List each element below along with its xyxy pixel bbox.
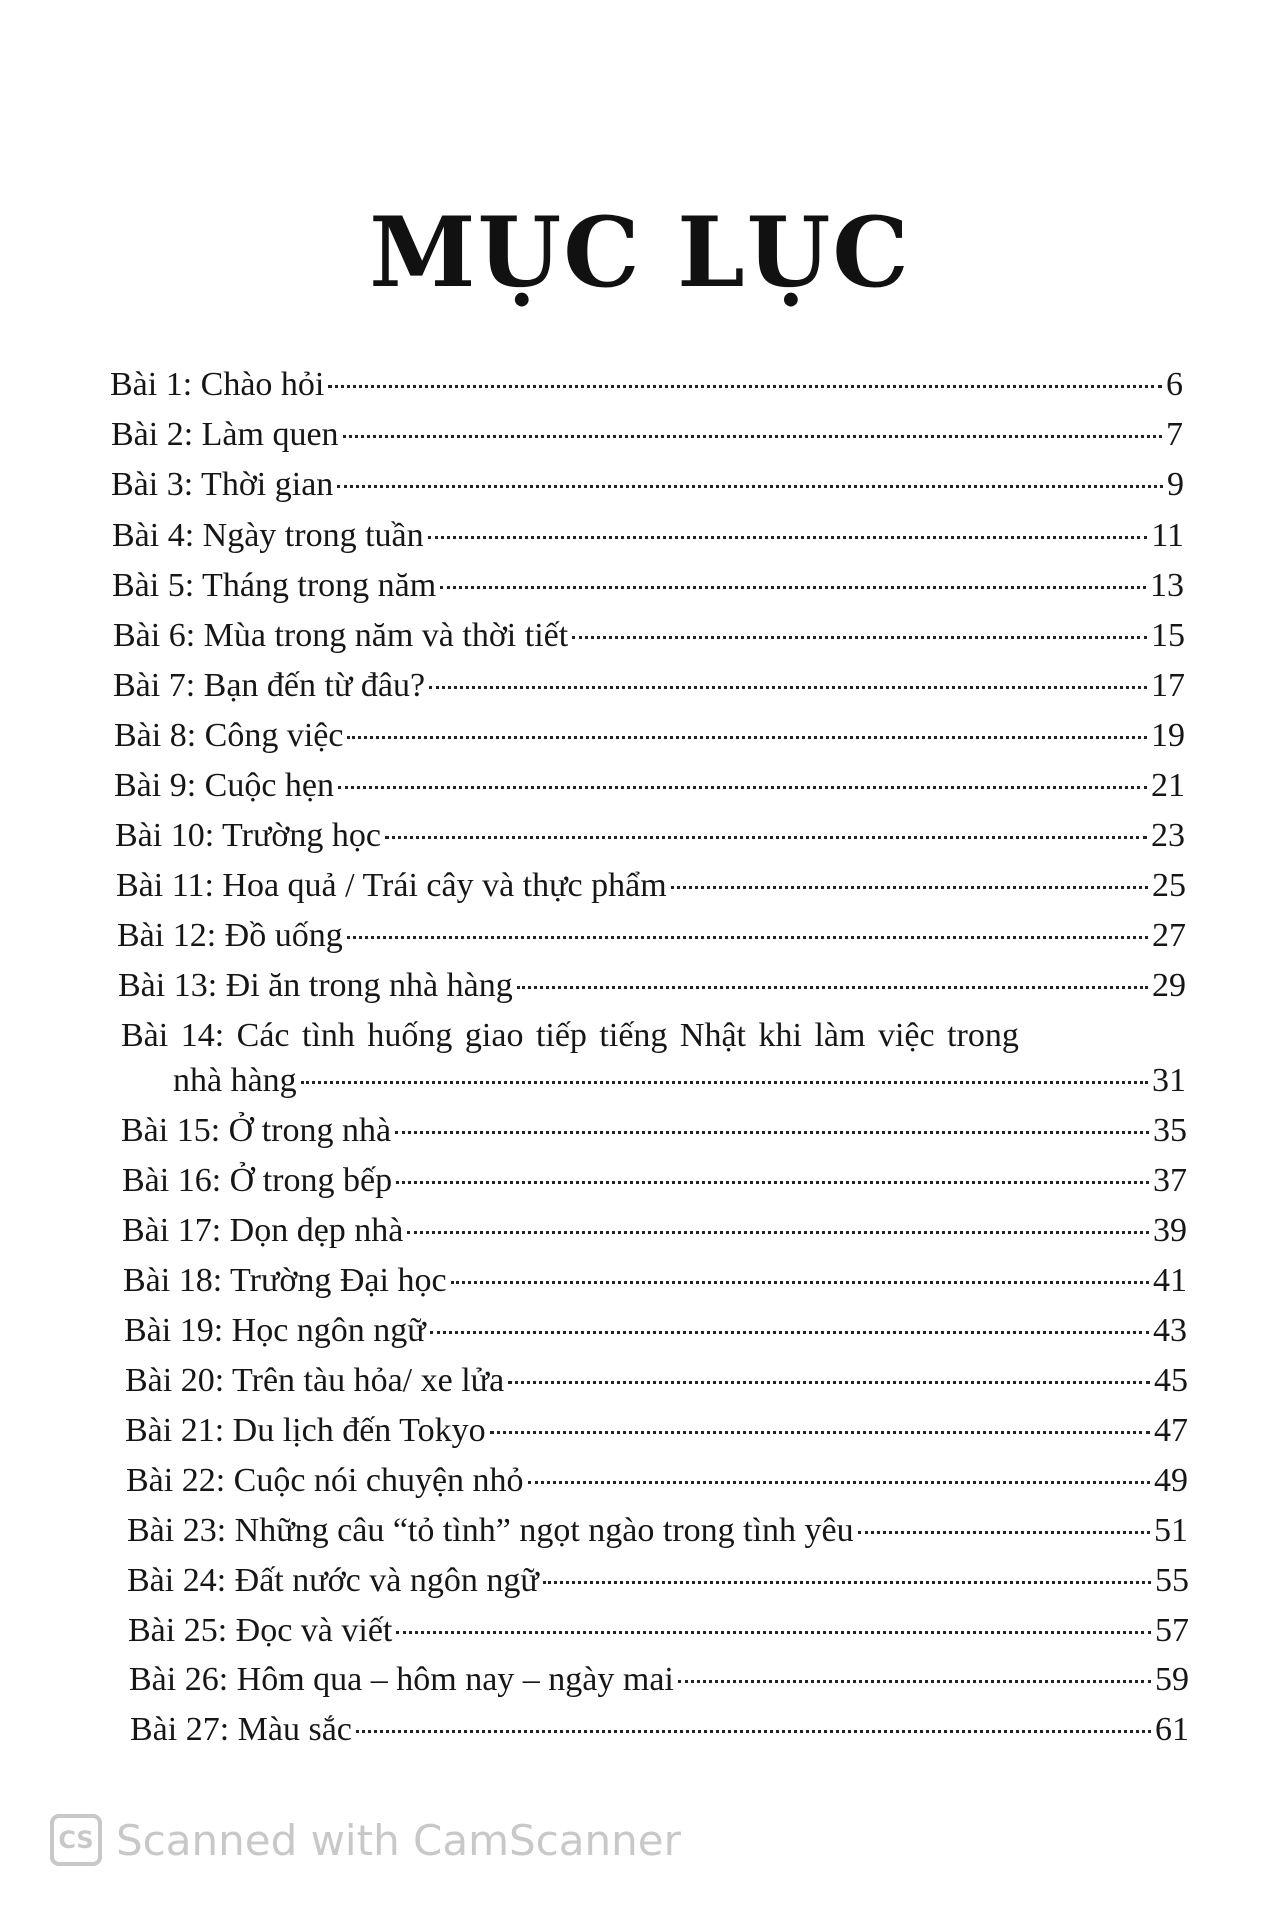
toc-entry-page: 59 — [1155, 1661, 1189, 1698]
toc-entry-page: 17 — [1151, 667, 1185, 704]
toc-entry-label: Bài 10: Trường học — [115, 817, 381, 854]
dot-leader — [517, 986, 1148, 989]
toc-entry[interactable] — [115, 816, 1185, 856]
toc-entry-page: 27 — [1152, 917, 1186, 954]
toc-entry[interactable] — [117, 916, 1186, 956]
toc-entry-label: Bài 9: Cuộc hẹn — [114, 767, 335, 804]
toc-entry[interactable] — [127, 1561, 1189, 1601]
toc-entry[interactable] — [114, 766, 1185, 806]
toc-entry[interactable] — [112, 566, 1184, 606]
toc-entry-page: 51 — [1154, 1512, 1188, 1549]
dot-leader — [440, 586, 1146, 589]
dot-leader — [338, 786, 1147, 789]
dot-leader — [328, 385, 1162, 388]
dot-leader — [678, 1680, 1151, 1683]
toc-entry-label: Bài 21: Du lịch đến Tokyo — [125, 1412, 486, 1449]
toc-entry-label: Bài 19: Học ngôn ngữ — [124, 1312, 426, 1349]
camscanner-watermark — [50, 1810, 681, 1870]
toc-entry-page: 43 — [1153, 1312, 1187, 1349]
toc-entry-label: Bài 15: Ở trong nhà — [121, 1112, 392, 1149]
toc-entry[interactable] — [110, 365, 1183, 405]
dot-leader — [858, 1531, 1150, 1534]
toc-entry-label: Bài 23: Những câu “tỏ tình” ngọt ngào trong tình yêu — [127, 1512, 854, 1549]
dot-leader — [343, 435, 1162, 438]
toc-entry-label: Bài 4: Ngày trong tuần — [112, 517, 424, 554]
toc-entry-label: Bài 12: Đồ uống — [117, 917, 343, 954]
toc-entry-label: Bài 5: Tháng trong năm — [112, 567, 437, 604]
dot-leader — [428, 536, 1148, 539]
toc-entry[interactable] — [116, 866, 1186, 906]
toc-entry-label: Bài 22: Cuộc nói chuyện nhỏ — [126, 1462, 524, 1499]
toc-entry[interactable] — [118, 966, 1186, 1006]
toc-entry-page: 35 — [1153, 1112, 1187, 1149]
toc-entry-page: 47 — [1154, 1412, 1188, 1449]
dot-leader — [301, 1081, 1148, 1084]
camscanner-logo-icon: CS — [50, 1814, 102, 1866]
toc-entry-page: 45 — [1154, 1362, 1188, 1399]
toc-entry[interactable] — [126, 1461, 1188, 1501]
toc-entry-label: Bài 6: Mùa trong năm và thời tiết — [113, 617, 569, 654]
dot-leader — [385, 836, 1147, 839]
toc-entry-page: 49 — [1154, 1462, 1188, 1499]
dot-leader — [429, 686, 1147, 689]
toc-entry[interactable] — [125, 1361, 1188, 1401]
toc-entry-page: 31 — [1152, 1062, 1186, 1099]
toc-entry-page: 39 — [1153, 1212, 1187, 1249]
toc-entry-label: Bài 8: Công việc — [114, 717, 344, 754]
dot-leader — [407, 1231, 1149, 1234]
dot-leader — [528, 1481, 1150, 1484]
toc-entry[interactable] — [125, 1411, 1188, 1451]
toc-entry-page: 23 — [1151, 817, 1185, 854]
dot-leader — [430, 1331, 1149, 1334]
toc-entry-page: 19 — [1151, 717, 1185, 754]
dot-leader — [572, 636, 1147, 639]
toc-entry-label: Bài 2: Làm quen — [111, 416, 339, 453]
toc-entry-label: Bài 20: Trên tàu hỏa/ xe lửa — [125, 1362, 505, 1399]
toc-entry-label: Bài 27: Màu sắc — [130, 1711, 352, 1748]
toc-entry[interactable] — [124, 1311, 1187, 1351]
toc-entry[interactable] — [114, 716, 1185, 756]
toc-entry[interactable] — [122, 1161, 1187, 1201]
dot-leader — [508, 1381, 1150, 1384]
dot-leader — [337, 485, 1163, 488]
toc-entry[interactable] — [123, 1261, 1187, 1301]
dot-leader — [451, 1281, 1149, 1284]
dot-leader — [396, 1631, 1151, 1634]
toc-entry-page: 6 — [1166, 366, 1183, 403]
toc-entry[interactable] — [111, 415, 1183, 455]
toc-entry-label: Bài 11: Hoa quả / Trái cây và thực phẩm — [116, 867, 667, 904]
toc-entry[interactable] — [129, 1660, 1189, 1700]
dot-leader — [395, 1131, 1149, 1134]
dot-leader — [356, 1730, 1151, 1733]
toc-entry-label: Bài 26: Hôm qua – hôm nay – ngày mai — [129, 1661, 674, 1698]
toc-entry[interactable] — [111, 465, 1184, 505]
toc-entry-page: 15 — [1151, 617, 1185, 654]
toc-entry-page: 9 — [1167, 466, 1184, 503]
dot-leader — [671, 886, 1148, 889]
toc-entry-label: Bài 13: Đi ăn trong nhà hàng — [118, 967, 513, 1004]
toc-entry[interactable] — [173, 1061, 1186, 1101]
toc-entry-label: Bài 3: Thời gian — [111, 466, 334, 503]
toc-entry[interactable] — [122, 1211, 1187, 1251]
toc-entry-page: 29 — [1152, 967, 1186, 1004]
toc-entry[interactable] — [113, 666, 1185, 706]
toc-entry-label: Bài 18: Trường Đại học — [123, 1262, 447, 1299]
watermark-text: Scanned with CamScanner — [116, 1815, 681, 1865]
toc-entry-label: Bài 17: Dọn dẹp nhà — [122, 1212, 404, 1249]
toc-entry-page: 55 — [1155, 1562, 1189, 1599]
toc-entry[interactable] — [130, 1710, 1189, 1750]
dot-leader — [347, 736, 1147, 739]
toc-entry-page: 61 — [1155, 1711, 1189, 1748]
toc-entry-label: Bài 25: Đọc và viết — [128, 1612, 393, 1649]
toc-entry-page: 57 — [1155, 1612, 1189, 1649]
toc-entry-label: Bài 1: Chào hỏi — [110, 366, 325, 403]
toc-entry-label: Bài 7: Bạn đến từ đâu? — [113, 667, 426, 704]
toc-entry-page: 41 — [1153, 1262, 1187, 1299]
toc-entry[interactable] — [113, 616, 1185, 656]
toc-entry[interactable] — [121, 1111, 1187, 1151]
dot-leader — [347, 936, 1148, 939]
dot-leader — [490, 1431, 1150, 1434]
toc-entry-page: 37 — [1153, 1162, 1187, 1199]
dot-leader — [396, 1181, 1149, 1184]
toc-entry[interactable] — [127, 1511, 1188, 1551]
toc-entry-label: Bài 24: Đất nước và ngôn ngữ — [127, 1562, 539, 1599]
toc-entry-page: 7 — [1166, 416, 1183, 453]
toc-entry-label-line1: Bài 14: Các tình huống giao tiếp tiếng Nhật khi làm việc trong — [121, 1017, 1019, 1054]
dot-leader — [543, 1581, 1151, 1584]
page-title: MỤC LỤC — [369, 196, 911, 309]
toc-entry[interactable] — [128, 1611, 1189, 1651]
toc-entry-page: 11 — [1151, 517, 1184, 554]
toc-entry[interactable] — [112, 516, 1184, 556]
toc-entry-label: nhà hàng — [173, 1062, 297, 1099]
toc-entry-page: 21 — [1151, 767, 1185, 804]
toc-entry-label: Bài 16: Ở trong bếp — [122, 1162, 393, 1199]
toc-entry-page: 25 — [1152, 867, 1186, 904]
toc-entry-page: 13 — [1150, 567, 1184, 604]
